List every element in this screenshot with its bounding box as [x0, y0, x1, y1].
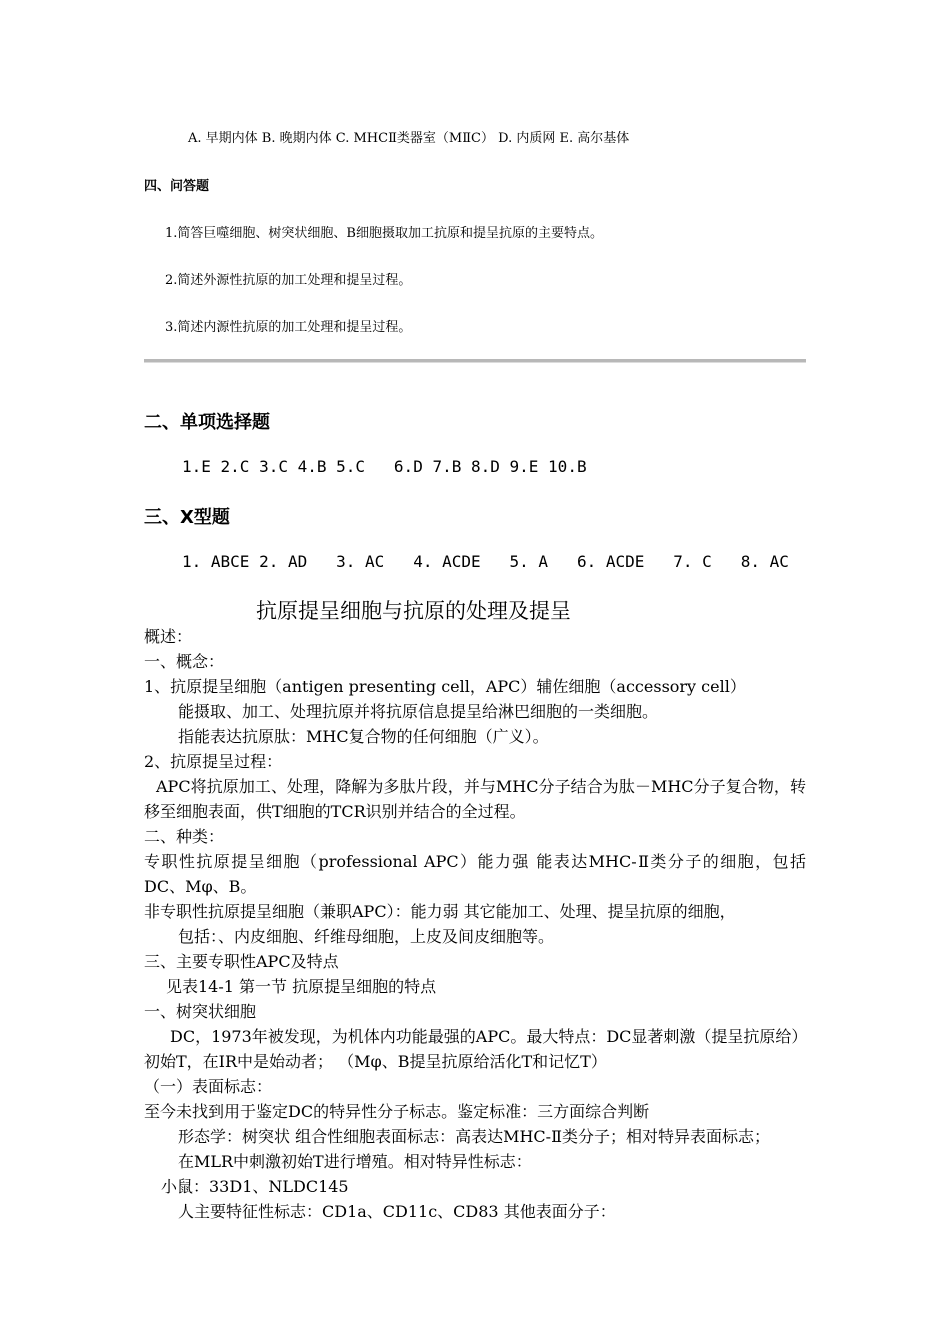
notes-line: 包括：、内皮细胞、纤维母细胞，上皮及间皮细胞等。: [178, 927, 555, 946]
notes-line: 二、种类：: [144, 827, 225, 846]
notes-line: 非专职性抗原提呈细胞（兼职APC）：能力弱 其它能加工、处理、提呈抗原的细胞，: [144, 902, 736, 921]
notes-line: 2、抗原提呈过程：: [144, 752, 283, 771]
section-heading-single-choice: 二、单项选择题: [144, 412, 270, 433]
notes-line: APC将抗原加工、处理，降解为多肽片段，并与MHC分子结合为肽－MHC分子复合物，转: [156, 777, 806, 796]
notes-title: 抗原提呈细胞与抗原的处理及提呈: [256, 599, 571, 623]
notes-line: 初始T，在IR中是始动者； （Mφ、B提呈抗原给活化T和记忆T）: [144, 1052, 607, 1071]
notes-line: 在MLR中刺激初始T进行增殖。相对特异性标志：: [178, 1152, 532, 1171]
options-line: A. 早期内体 B. 晚期内体 C. MHCⅡ类器室（MⅡC） D. 内质网 E. 高尔基体: [188, 131, 630, 146]
notes-line: 专职性抗原提呈细胞（professional APC）能力强 能表达MHC-Ⅱ类分子的细胞，包括: [144, 852, 806, 871]
notes-line: 人主要特征性标志：CD1a、CD11c、CD83 其他表面分子：: [178, 1202, 616, 1221]
question-1: 1.简答巨噬细胞、树突状细胞、B细胞摄取加工抗原和提呈抗原的主要特点。: [165, 226, 603, 241]
notes-line: DC，1973年被发现，为机体内功能最强的APC。最大特点：DC显著刺激（提呈抗原给）: [170, 1027, 808, 1046]
notes-line: 一、概念：: [144, 652, 225, 671]
notes-line: 移至细胞表面，供T细胞的TCR识别并结合的全过程。: [144, 802, 526, 821]
notes-line: 概述：: [144, 627, 193, 646]
section-heading-x-type: 三、X型题: [144, 507, 230, 528]
notes-line: 指能表达抗原肽：MHC复合物的任何细胞（广义）。: [178, 727, 549, 746]
notes-line: 至今未找到用于鉴定DC的特异性分子标志。鉴定标准：三方面综合判断: [144, 1102, 650, 1121]
notes-line: 能摄取、加工、处理抗原并将抗原信息提呈给淋巴细胞的一类细胞。: [178, 702, 659, 721]
notes-line: （一）表面标志：: [144, 1077, 273, 1096]
horizontal-divider: [144, 359, 806, 363]
section-heading-qa: 四、问答题: [144, 179, 210, 194]
notes-line: DC、Mφ、B。: [144, 877, 257, 896]
notes-line: 一、树突状细胞: [144, 1002, 257, 1021]
notes-line: 形态学：树突状 组合性细胞表面标志：高表达MHC-Ⅱ类分子；相对特异表面标志；: [178, 1127, 770, 1146]
notes-line: 三、主要专职性APC及特点: [144, 952, 339, 971]
question-3: 3.简述内源性抗原的加工处理和提呈过程。: [165, 320, 412, 335]
x-type-answers: 1. ABCE 2. AD 3. AC 4. ACDE 5. A 6. ACDE 7. C 8. AC: [182, 552, 789, 571]
single-choice-answers: 1.E 2.C 3.C 4.B 5.C 6.D 7.B 8.D 9.E 10.B: [182, 457, 587, 476]
notes-line: 小鼠：33D1、NLDC145: [161, 1177, 349, 1196]
notes-line: 1、抗原提呈细胞（antigen presenting cell，APC）辅佐细胞（accessory cell）: [144, 677, 746, 696]
question-2: 2.简述外源性抗原的加工处理和提呈过程。: [165, 273, 412, 288]
notes-line: 见表14-1 第一节 抗原提呈细胞的特点: [166, 977, 437, 996]
